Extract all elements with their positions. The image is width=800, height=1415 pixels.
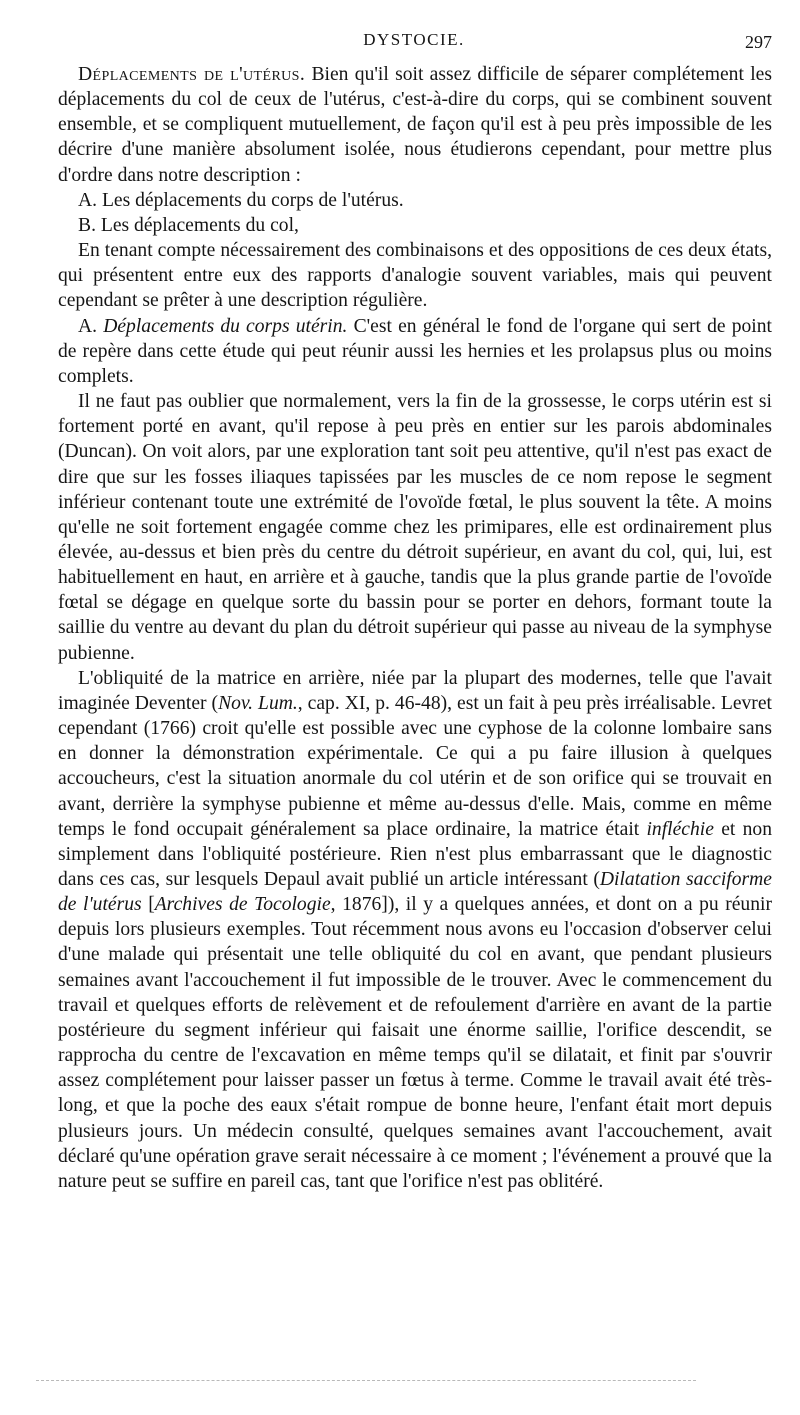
subsection-heading: Déplacements du corps utérin. [103,315,348,337]
paragraph-normal-position: Il ne faut pas oublier que normalement, vers la fin de la grossesse, le corps utérin est si fortement porté en avant, qu'il repose à peu près en entier sur les parois abdominales (Duncan). On voit alors, par une exploration tant soit peu attentive, qu'il n'est pas exact de dire que sur les fosses iliaques tapissées par les muscles de ce nom repose le segment inférieur contenant toute une extrémité de l'ovoïde fœtal, le plus souvent la tête. A moins qu'elle ne soit fortement engagée comme chez les primipares, elle est ordinairement plus élevée, au-dessus et bien près du centre du détroit supérieur, en avant du col, qui, lui, est habituellement en haut, en arrière et à gauche, tandis que la plus grande partie de l'ovoïde fœtal se dégage en quelque sorte du bassin pour se porter en dehors, formant toute la saillie du ventre au devant du plan du détroit supérieur qui passe au niveau de la symphyse pubienne. [58,391,772,664]
page-number: 297 [745,32,772,52]
list-item-b: B. Les déplacements du col, [78,214,299,236]
paragraph-text: C'est en général le fond de l'organe qui sert de point de repère dans cette étude qui peut réunir aussi les hernies et les prolapsus plus ou moins complets. [58,315,772,387]
paragraph-combinations: En tenant compte nécessairement des combinaisons et des oppositions de ces deux états, qui présentent entre eux des rapports d'analogie souvent variables, mais qui peuvent cependant se prêter à une description régulière. [58,240,772,312]
paragraph-text: [ [141,894,155,916]
paragraph-text: et non simplement dans l'obliquité postérieure. Rien n'est plus embarrassant que le diagnostic dans ces cas, sur lesquels Depaul avait publié un article intéressant ( [58,818,772,890]
body-text [58,62,772,1194]
paragraph-obliquity [58,666,772,1194]
paragraph-text: Bien qu'il soit assez difficile de séparer complétement les déplacements du col de ceux de l'utérus, c'est-à-dire du corps, qui se combinent souvent ensemble, et se compliquent mutuellement, de façon qu'il est à peu près impossible de les décrire d'une manière absolument isolée, nous étudierons cependant, pour mettre plus d'ordre dans notre description : [58,64,772,186]
paragraph-text: , 1876]), il y a quelques années, et dont on a pu réunir depuis lors plusieurs exemples. Tout récemment nous avons eu l'occasion d'observer celui d'une malade qui présentait une telle obliquité du col en avant, que pendant plusieurs semaines avant l'accouchement il fut impossible de le trouver. Avec le commencement du travail et quelques efforts de relèvement et de refoulement d'arrière en avant de la partie postérieure du segment inférieur qui faisait une énorme saillie, l'orifice descendit, se rapprocha du centre de l'excavation en même temps qu'il se dilatait, et finit par s'ouvrir assez complétement pour laisser passer un fœtus à terme. Comme le travail avait été très-long, et que la poche des eaux s'était rompue de bonne heure, l'enfant était mort depuis plusieurs jours. Un médecin consulté, quelques semaines avant l'accouchement, avait déclaré qu'une opération grave serait nécessaire à ce moment ; l'événement a prouvé que la nature peut se suffire en pareil cas, tant que l'orifice n'est pas oblitéré. [58,894,772,1192]
footer-divider [36,1380,696,1381]
paragraph-uterine-body [58,314,772,389]
paragraph-text: L'obliquité de la matrice en arrière, niée par la plupart des modernes, telle que l'avait imaginée Deventer ( [58,667,772,714]
section-heading: Déplacements de l'utérus. [78,64,306,85]
list-item-a: A. Les déplacements du corps de l'utérus. [78,189,404,211]
emphasis-inflechie: infléchie [646,818,714,840]
citation-dilatation: Dilatation sacciforme de l'utérus [58,869,772,916]
running-head [56,30,772,54]
paragraph-displacements [58,62,772,188]
citation-nov-lum: Nov. Lum. [218,692,298,714]
running-title: DYSTOCIE. [363,30,465,49]
citation-archives: Archives de Tocologie [154,894,331,916]
paragraph-text: , cap. XI, p. 46-48), est un fait à peu près irréalisable. Levret cependant (1766) croit qu'elle est possible avec une cyphose de la colonne lombaire sans en donner la démonstration expérimentale. Ce qui a pu faire illusion à quelques accoucheurs, c'est la situation anormale du col utérin et de son orifice qui se trouvait en avant, derrière la symphyse pubienne et même au-dessus d'elle. Mais, comme en même temps le fond occupait généralement sa place ordinaire, la matrice était [58,692,772,840]
subsection-label: A. [78,315,98,337]
